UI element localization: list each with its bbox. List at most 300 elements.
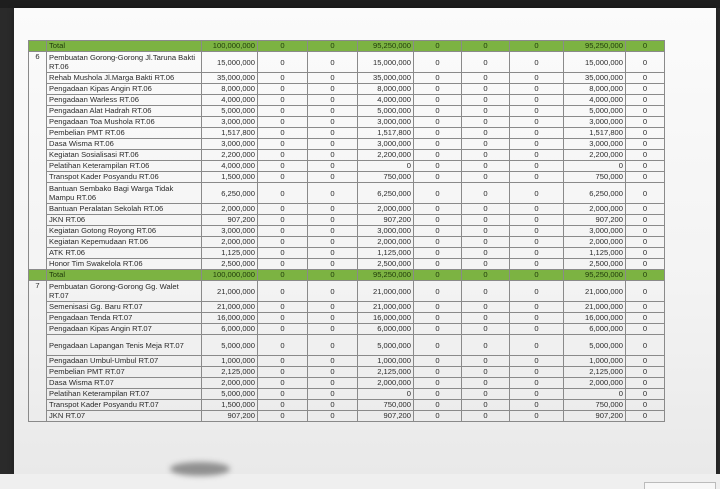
value-cell-a: 0	[258, 378, 308, 389]
total-no-cell	[29, 41, 47, 52]
value-cell-e: 0	[462, 128, 510, 139]
activity-name: Pengadaan Tenda RT.07	[47, 313, 202, 324]
activity-name: Pengadaan Toa Mushola RT.06	[47, 117, 202, 128]
value-cell-d: 0	[414, 335, 462, 356]
value-cell-a: 0	[258, 411, 308, 422]
total-cell-a: 0	[258, 41, 308, 52]
table-row	[29, 259, 665, 270]
value-cell-e: 0	[462, 172, 510, 183]
value-cell-d: 0	[414, 150, 462, 161]
activity-name: Rehab Mushola Jl.Marga Bakti RT.06	[47, 73, 202, 84]
value-cell-e: 0	[462, 161, 510, 172]
value-cell-a: 0	[258, 226, 308, 237]
value-cell-b: 0	[308, 367, 358, 378]
value-cell-f: 0	[510, 411, 564, 422]
value-cell-h: 0	[626, 378, 665, 389]
total-cell-g: 95,250,000	[564, 270, 626, 281]
activity-name: Pengadaan Kipas Angin RT.06	[47, 84, 202, 95]
value-cell-a: 0	[258, 117, 308, 128]
activity-name: Dasa Wisma RT.06	[47, 139, 202, 150]
value-cell-c: 15,000,000	[358, 52, 414, 73]
value-cell-c: 1,000,000	[358, 356, 414, 367]
value-cell-g: 907,200	[564, 215, 626, 226]
value-cell-a: 0	[258, 204, 308, 215]
value-cell-g: 3,000,000	[564, 117, 626, 128]
value-cell-c: 2,000,000	[358, 204, 414, 215]
value-cell-b: 0	[308, 215, 358, 226]
value-cell-a: 0	[258, 356, 308, 367]
value-cell-g: 3,000,000	[564, 226, 626, 237]
value-cell-f: 0	[510, 106, 564, 117]
value-cell-f: 0	[510, 400, 564, 411]
value-cell-h: 0	[626, 302, 665, 313]
value-cell-g: 1,125,000	[564, 248, 626, 259]
value-cell-f: 0	[510, 335, 564, 356]
value-cell-e: 0	[462, 400, 510, 411]
value-cell-c: 21,000,000	[358, 281, 414, 302]
value-cell-d: 0	[414, 106, 462, 117]
total-no-cell	[29, 270, 47, 281]
value-cell-c: 3,000,000	[358, 139, 414, 150]
paper-shadow	[170, 462, 230, 476]
value-cell-d: 0	[414, 411, 462, 422]
value-cell-g: 0	[564, 389, 626, 400]
corner-object	[644, 482, 716, 489]
value-cell-d: 0	[414, 117, 462, 128]
value-cell-b: 0	[308, 411, 358, 422]
value-cell-c: 5,000,000	[358, 106, 414, 117]
value-cell-h: 0	[626, 400, 665, 411]
value-cell-budget: 5,000,000	[202, 106, 258, 117]
value-cell-b: 0	[308, 183, 358, 204]
value-cell-b: 0	[308, 117, 358, 128]
value-cell-budget: 1,500,000	[202, 400, 258, 411]
value-cell-budget: 3,000,000	[202, 139, 258, 150]
value-cell-budget: 3,000,000	[202, 117, 258, 128]
value-cell-h: 0	[626, 73, 665, 84]
value-cell-g: 15,000,000	[564, 52, 626, 73]
activity-name: Bantuan Sembako Bagi Warga Tidak Mampu RT.06	[47, 183, 202, 204]
value-cell-b: 0	[308, 150, 358, 161]
activity-name: Transpot Kader Posyandu RT.07	[47, 400, 202, 411]
value-cell-budget: 1,000,000	[202, 356, 258, 367]
value-cell-a: 0	[258, 215, 308, 226]
value-cell-c: 907,200	[358, 411, 414, 422]
table-row	[29, 139, 665, 150]
value-cell-a: 0	[258, 150, 308, 161]
value-cell-g: 750,000	[564, 400, 626, 411]
value-cell-d: 0	[414, 172, 462, 183]
activity-name: Pelatihan Keterampilan RT.06	[47, 161, 202, 172]
value-cell-c: 6,250,000	[358, 183, 414, 204]
activity-name: JKN RT.07	[47, 411, 202, 422]
value-cell-budget: 3,000,000	[202, 226, 258, 237]
activity-name: Bantuan Peralatan Sekolah RT.06	[47, 204, 202, 215]
value-cell-h: 0	[626, 248, 665, 259]
value-cell-c: 750,000	[358, 400, 414, 411]
value-cell-budget: 35,000,000	[202, 73, 258, 84]
value-cell-budget: 1,517,800	[202, 128, 258, 139]
value-cell-e: 0	[462, 313, 510, 324]
value-cell-b: 0	[308, 161, 358, 172]
value-cell-f: 0	[510, 259, 564, 270]
table-row	[29, 117, 665, 128]
value-cell-d: 0	[414, 302, 462, 313]
value-cell-d: 0	[414, 367, 462, 378]
value-cell-b: 0	[308, 106, 358, 117]
value-cell-h: 0	[626, 335, 665, 356]
value-cell-h: 0	[626, 324, 665, 335]
total-row	[29, 270, 665, 281]
value-cell-f: 0	[510, 248, 564, 259]
value-cell-h: 0	[626, 204, 665, 215]
value-cell-d: 0	[414, 259, 462, 270]
value-cell-g: 0	[564, 161, 626, 172]
value-cell-budget: 2,000,000	[202, 237, 258, 248]
value-cell-f: 0	[510, 367, 564, 378]
value-cell-b: 0	[308, 248, 358, 259]
table-row	[29, 378, 665, 389]
value-cell-e: 0	[462, 204, 510, 215]
table-row	[29, 313, 665, 324]
value-cell-b: 0	[308, 281, 358, 302]
value-cell-c: 5,000,000	[358, 335, 414, 356]
table-row	[29, 95, 665, 106]
total-cell-b: 0	[308, 41, 358, 52]
value-cell-a: 0	[258, 95, 308, 106]
value-cell-d: 0	[414, 237, 462, 248]
value-cell-e: 0	[462, 183, 510, 204]
value-cell-f: 0	[510, 95, 564, 106]
activity-name: Transpot Kader Posyandu RT.06	[47, 172, 202, 183]
table-row	[29, 215, 665, 226]
value-cell-budget: 1,125,000	[202, 248, 258, 259]
value-cell-e: 0	[462, 248, 510, 259]
value-cell-e: 0	[462, 259, 510, 270]
value-cell-d: 0	[414, 139, 462, 150]
table-row	[29, 411, 665, 422]
value-cell-a: 0	[258, 324, 308, 335]
value-cell-b: 0	[308, 324, 358, 335]
value-cell-g: 2,000,000	[564, 237, 626, 248]
value-cell-b: 0	[308, 52, 358, 73]
value-cell-h: 0	[626, 313, 665, 324]
value-cell-g: 2,000,000	[564, 378, 626, 389]
value-cell-c: 2,000,000	[358, 237, 414, 248]
value-cell-f: 0	[510, 183, 564, 204]
total-cell-a: 0	[258, 270, 308, 281]
value-cell-a: 0	[258, 313, 308, 324]
value-cell-budget: 5,000,000	[202, 335, 258, 356]
value-cell-h: 0	[626, 95, 665, 106]
activity-name: Semenisasi Gg. Baru RT.07	[47, 302, 202, 313]
value-cell-budget: 2,000,000	[202, 204, 258, 215]
value-cell-b: 0	[308, 226, 358, 237]
value-cell-g: 5,000,000	[564, 106, 626, 117]
top-edge	[0, 0, 720, 8]
budget-table	[28, 40, 665, 422]
value-cell-budget: 2,200,000	[202, 150, 258, 161]
total-cell-budget: 100,000,000	[202, 270, 258, 281]
activity-name: Pembelian PMT RT.07	[47, 367, 202, 378]
activity-name: Pengadaan Lapangan Tenis Meja RT.07	[47, 335, 202, 356]
table-row	[29, 73, 665, 84]
total-cell-h: 0	[626, 41, 665, 52]
value-cell-e: 0	[462, 302, 510, 313]
value-cell-e: 0	[462, 356, 510, 367]
value-cell-g: 3,000,000	[564, 139, 626, 150]
value-cell-e: 0	[462, 237, 510, 248]
value-cell-f: 0	[510, 84, 564, 95]
value-cell-d: 0	[414, 248, 462, 259]
value-cell-b: 0	[308, 400, 358, 411]
value-cell-a: 0	[258, 128, 308, 139]
value-cell-b: 0	[308, 378, 358, 389]
value-cell-f: 0	[510, 281, 564, 302]
value-cell-a: 0	[258, 367, 308, 378]
value-cell-g: 2,200,000	[564, 150, 626, 161]
value-cell-f: 0	[510, 139, 564, 150]
value-cell-h: 0	[626, 281, 665, 302]
value-cell-c: 0	[358, 161, 414, 172]
value-cell-b: 0	[308, 389, 358, 400]
value-cell-f: 0	[510, 117, 564, 128]
value-cell-d: 0	[414, 73, 462, 84]
activity-name: ATK RT.06	[47, 248, 202, 259]
background-surface	[0, 474, 720, 489]
value-cell-h: 0	[626, 259, 665, 270]
value-cell-f: 0	[510, 237, 564, 248]
value-cell-g: 5,000,000	[564, 335, 626, 356]
value-cell-d: 0	[414, 400, 462, 411]
value-cell-d: 0	[414, 281, 462, 302]
value-cell-d: 0	[414, 128, 462, 139]
value-cell-a: 0	[258, 84, 308, 95]
value-cell-budget: 6,250,000	[202, 183, 258, 204]
value-cell-f: 0	[510, 313, 564, 324]
value-cell-a: 0	[258, 161, 308, 172]
value-cell-c: 1,517,800	[358, 128, 414, 139]
value-cell-c: 3,000,000	[358, 226, 414, 237]
value-cell-a: 0	[258, 335, 308, 356]
table-row	[29, 84, 665, 95]
value-cell-e: 0	[462, 367, 510, 378]
value-cell-g: 2,125,000	[564, 367, 626, 378]
total-cell-budget: 100,000,000	[202, 41, 258, 52]
activity-name: Kegiatan Kepemudaan RT.06	[47, 237, 202, 248]
total-row	[29, 41, 665, 52]
value-cell-a: 0	[258, 248, 308, 259]
value-cell-budget: 2,500,000	[202, 259, 258, 270]
value-cell-g: 1,517,800	[564, 128, 626, 139]
value-cell-e: 0	[462, 95, 510, 106]
table-row	[29, 400, 665, 411]
activity-name: Pelatihan Keterampilan RT.07	[47, 389, 202, 400]
activity-name: Dasa Wisma RT.07	[47, 378, 202, 389]
value-cell-budget: 21,000,000	[202, 302, 258, 313]
value-cell-h: 0	[626, 161, 665, 172]
value-cell-h: 0	[626, 215, 665, 226]
value-cell-h: 0	[626, 183, 665, 204]
value-cell-a: 0	[258, 302, 308, 313]
total-cell-e: 0	[462, 270, 510, 281]
value-cell-h: 0	[626, 356, 665, 367]
value-cell-b: 0	[308, 237, 358, 248]
value-cell-e: 0	[462, 378, 510, 389]
table-row	[29, 248, 665, 259]
value-cell-h: 0	[626, 139, 665, 150]
value-cell-a: 0	[258, 172, 308, 183]
value-cell-g: 1,000,000	[564, 356, 626, 367]
value-cell-budget: 16,000,000	[202, 313, 258, 324]
value-cell-b: 0	[308, 95, 358, 106]
value-cell-d: 0	[414, 52, 462, 73]
total-label: Total	[47, 270, 202, 281]
table-row	[29, 128, 665, 139]
value-cell-d: 0	[414, 84, 462, 95]
value-cell-b: 0	[308, 302, 358, 313]
value-cell-g: 16,000,000	[564, 313, 626, 324]
activity-name: Kegiatan Sosialisasi RT.06	[47, 150, 202, 161]
value-cell-budget: 2,000,000	[202, 378, 258, 389]
value-cell-b: 0	[308, 73, 358, 84]
value-cell-g: 35,000,000	[564, 73, 626, 84]
value-cell-h: 0	[626, 106, 665, 117]
value-cell-budget: 15,000,000	[202, 52, 258, 73]
value-cell-budget: 5,000,000	[202, 389, 258, 400]
section-number: 6	[29, 52, 47, 270]
value-cell-c: 8,000,000	[358, 84, 414, 95]
value-cell-c: 35,000,000	[358, 73, 414, 84]
table-row	[29, 324, 665, 335]
value-cell-d: 0	[414, 324, 462, 335]
value-cell-f: 0	[510, 128, 564, 139]
table-row	[29, 356, 665, 367]
activity-name: Kegiatan Gotong Royong RT.06	[47, 226, 202, 237]
value-cell-b: 0	[308, 139, 358, 150]
value-cell-b: 0	[308, 204, 358, 215]
value-cell-a: 0	[258, 52, 308, 73]
table-body	[29, 41, 665, 422]
value-cell-c: 6,000,000	[358, 324, 414, 335]
value-cell-h: 0	[626, 84, 665, 95]
table-row	[29, 367, 665, 378]
value-cell-e: 0	[462, 324, 510, 335]
total-cell-b: 0	[308, 270, 358, 281]
total-cell-h: 0	[626, 270, 665, 281]
activity-name: Honor Tim Swakelola RT.06	[47, 259, 202, 270]
total-cell-e: 0	[462, 41, 510, 52]
value-cell-e: 0	[462, 139, 510, 150]
value-cell-f: 0	[510, 150, 564, 161]
value-cell-b: 0	[308, 335, 358, 356]
total-cell-g: 95,250,000	[564, 41, 626, 52]
activity-name: Pembuatan Gorong-Gorong Gg. Walet RT.07	[47, 281, 202, 302]
value-cell-g: 4,000,000	[564, 95, 626, 106]
value-cell-f: 0	[510, 73, 564, 84]
value-cell-a: 0	[258, 237, 308, 248]
table-row	[29, 172, 665, 183]
value-cell-a: 0	[258, 73, 308, 84]
value-cell-c: 750,000	[358, 172, 414, 183]
value-cell-e: 0	[462, 84, 510, 95]
value-cell-e: 0	[462, 52, 510, 73]
total-cell-f: 0	[510, 41, 564, 52]
value-cell-b: 0	[308, 84, 358, 95]
activity-name: Pengadaan Umbul-Umbul RT.07	[47, 356, 202, 367]
table-row	[29, 150, 665, 161]
table-row	[29, 237, 665, 248]
value-cell-f: 0	[510, 215, 564, 226]
value-cell-g: 2,000,000	[564, 204, 626, 215]
value-cell-budget: 21,000,000	[202, 281, 258, 302]
value-cell-e: 0	[462, 106, 510, 117]
table-row	[29, 106, 665, 117]
table-row	[29, 281, 665, 302]
value-cell-h: 0	[626, 389, 665, 400]
activity-name: JKN RT.06	[47, 215, 202, 226]
value-cell-h: 0	[626, 128, 665, 139]
value-cell-f: 0	[510, 324, 564, 335]
total-cell-d: 0	[414, 41, 462, 52]
value-cell-f: 0	[510, 378, 564, 389]
value-cell-b: 0	[308, 356, 358, 367]
total-cell-c: 95,250,000	[358, 41, 414, 52]
value-cell-h: 0	[626, 150, 665, 161]
value-cell-c: 2,500,000	[358, 259, 414, 270]
value-cell-budget: 1,500,000	[202, 172, 258, 183]
value-cell-f: 0	[510, 356, 564, 367]
value-cell-c: 3,000,000	[358, 117, 414, 128]
value-cell-c: 2,000,000	[358, 378, 414, 389]
table-row	[29, 389, 665, 400]
value-cell-a: 0	[258, 183, 308, 204]
value-cell-budget: 4,000,000	[202, 95, 258, 106]
table-row	[29, 302, 665, 313]
value-cell-c: 1,125,000	[358, 248, 414, 259]
value-cell-d: 0	[414, 356, 462, 367]
value-cell-d: 0	[414, 204, 462, 215]
value-cell-e: 0	[462, 117, 510, 128]
total-label: Total	[47, 41, 202, 52]
value-cell-d: 0	[414, 161, 462, 172]
table-row	[29, 226, 665, 237]
value-cell-budget: 907,200	[202, 215, 258, 226]
table-row	[29, 183, 665, 204]
value-cell-g: 6,250,000	[564, 183, 626, 204]
value-cell-h: 0	[626, 117, 665, 128]
value-cell-f: 0	[510, 161, 564, 172]
value-cell-h: 0	[626, 367, 665, 378]
value-cell-h: 0	[626, 52, 665, 73]
value-cell-g: 750,000	[564, 172, 626, 183]
table-row	[29, 204, 665, 215]
value-cell-c: 2,200,000	[358, 150, 414, 161]
value-cell-budget: 8,000,000	[202, 84, 258, 95]
value-cell-e: 0	[462, 215, 510, 226]
value-cell-a: 0	[258, 400, 308, 411]
value-cell-c: 21,000,000	[358, 302, 414, 313]
total-cell-d: 0	[414, 270, 462, 281]
value-cell-a: 0	[258, 281, 308, 302]
value-cell-g: 6,000,000	[564, 324, 626, 335]
value-cell-e: 0	[462, 73, 510, 84]
total-cell-c: 95,250,000	[358, 270, 414, 281]
value-cell-g: 21,000,000	[564, 281, 626, 302]
section-number: 7	[29, 281, 47, 422]
activity-name: Pengadaan Kipas Angin RT.07	[47, 324, 202, 335]
value-cell-d: 0	[414, 389, 462, 400]
